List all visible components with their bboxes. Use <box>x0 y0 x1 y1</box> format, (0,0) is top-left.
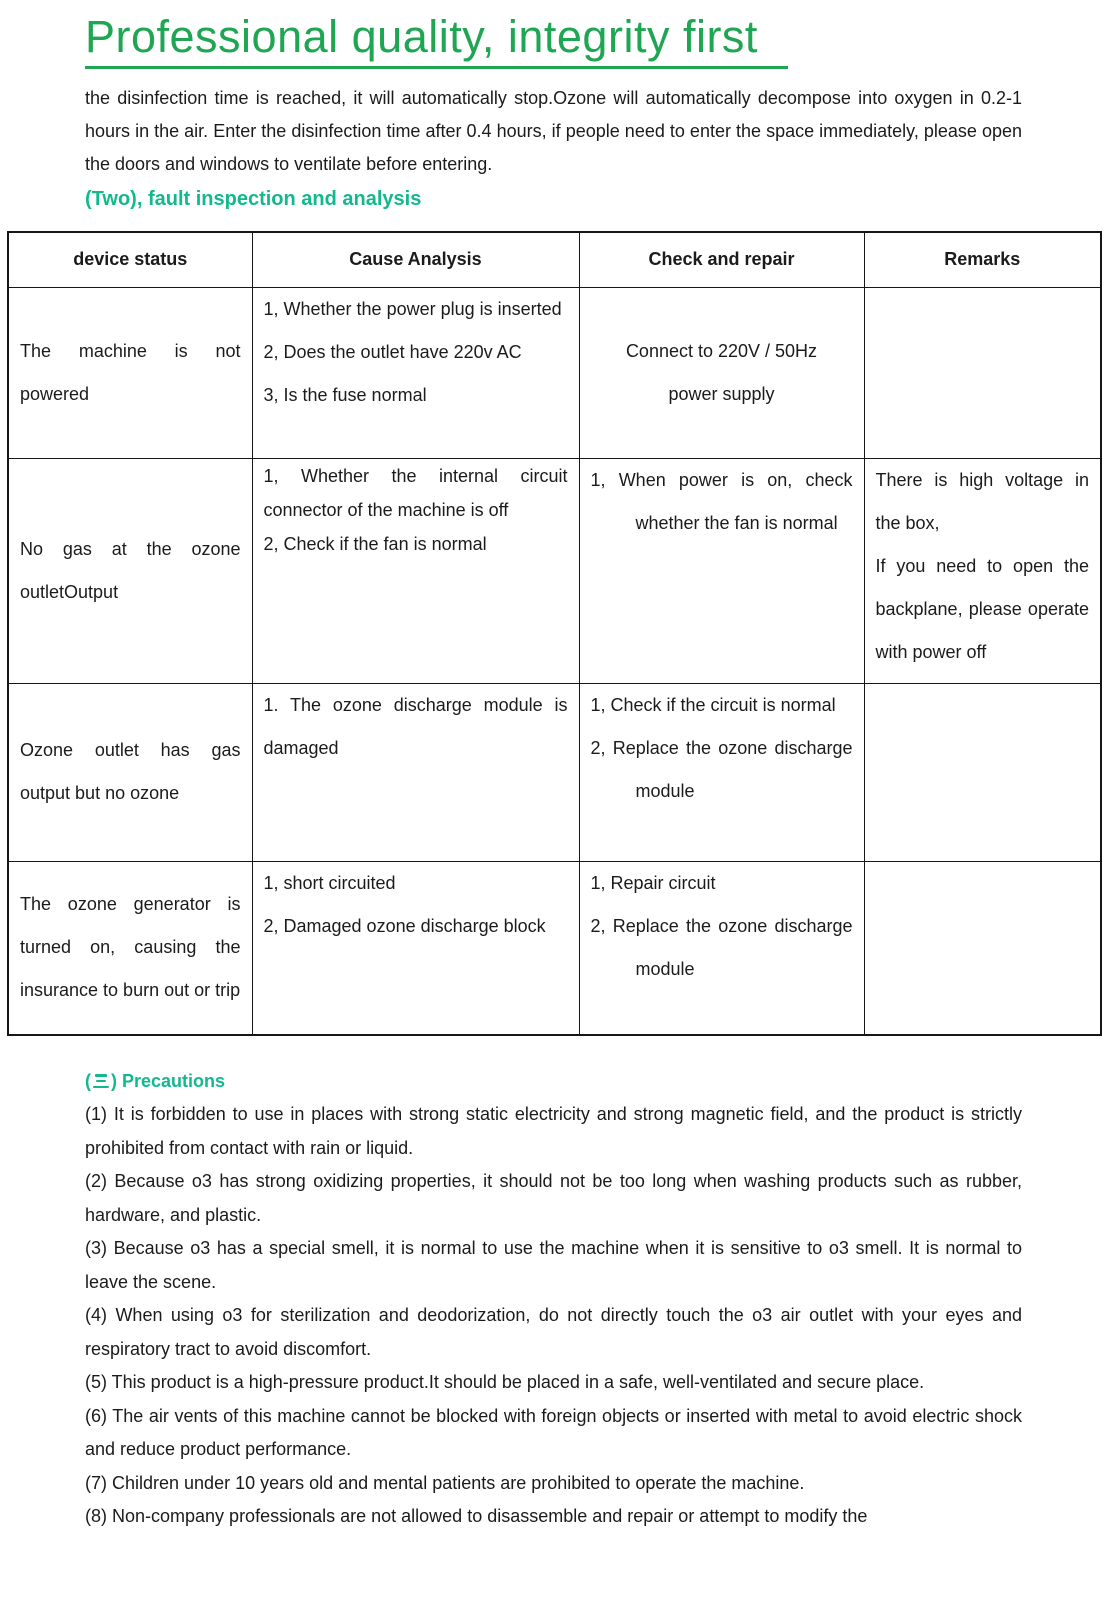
cell-check-repair <box>579 287 864 458</box>
cause-item: 2, Check if the fan is normal <box>263 533 487 554</box>
precaution-item-7: (7) Children under 10 years old and mental patients are prohibited to operate the machine. <box>85 1472 805 1493</box>
table-row-fuse-burn <box>8 861 1101 1035</box>
cause-item: 1, Whether the power plug is inserted <box>263 298 562 319</box>
repair-item: 1, When power is on, check whether the fan is normal <box>590 469 853 533</box>
cause-item: 1. The ozone discharge module is damaged <box>263 694 568 758</box>
precaution-item-3: (3) Because o3 has a special smell, it is normal to use the machine when it is sensitive to o3 smell. It is normal to leave the scene. <box>85 1238 1022 1292</box>
cell-remarks <box>864 683 1101 861</box>
col-header-remarks: Remarks <box>864 232 1101 287</box>
fullwidth-paren-close: ) <box>111 1071 122 1091</box>
remark-item: There is high voltage in the box, <box>875 469 1089 533</box>
table-header-row <box>8 232 1101 287</box>
cell-device-status: Ozone outlet has gas output but no ozone <box>8 683 252 861</box>
precaution-item-6: (6) The air vents of this machine cannot be blocked with foreign objects or inserted with metal to avoid electric shock and reduce product performance. <box>85 1405 1022 1459</box>
cell-cause-analysis <box>252 287 579 458</box>
precautions-heading <box>85 1064 1022 1098</box>
table-row-not-powered <box>8 287 1101 458</box>
cause-item: 2, Does the outlet have 220v AC <box>263 341 522 362</box>
col-header-check-and-repair: Check and repair <box>579 232 864 287</box>
precaution-item-5: (5) This product is a high-pressure product.It should be placed in a safe, well-ventilated and secure place. <box>85 1372 925 1392</box>
fault-table <box>7 231 1102 1036</box>
cell-cause-analysis <box>252 683 579 861</box>
chinese-numeral-three-icon <box>93 1074 109 1088</box>
table-row-no-ozone <box>8 683 1101 861</box>
repair-item: 1, Check if the circuit is normal <box>590 694 836 715</box>
cell-remarks <box>864 458 1101 683</box>
cell-remarks <box>864 287 1101 458</box>
repair-item: 2, Replace the ozone discharge module <box>590 915 853 979</box>
precautions-heading-label: Precautions <box>122 1071 226 1091</box>
repair-item: 1, Repair circuit <box>590 872 716 893</box>
cell-device-status: No gas at the ozone outletOutput <box>8 458 252 683</box>
col-header-device-status: device status <box>8 232 252 287</box>
repair-line: Connect to 220V / 50Hz <box>625 340 818 361</box>
precautions-section <box>85 1064 1022 1534</box>
cell-remarks <box>864 861 1101 1035</box>
col-header-cause-analysis: Cause Analysis <box>252 232 579 287</box>
precaution-item-1: (1) It is forbidden to use in places with strong static electricity and strong magnetic field, and the product is strictly prohibited from contact with rain or liquid. <box>85 1104 1022 1158</box>
cause-item: 3, Is the fuse normal <box>263 384 427 405</box>
precaution-item-4: (4) When using o3 for sterilization and deodorization, do not directly touch the o3 air outlet with your eyes and respiratory tract to avoid discomfort. <box>85 1305 1022 1359</box>
table-row-no-gas <box>8 458 1101 683</box>
repair-item: 2, Replace the ozone discharge module <box>590 737 853 801</box>
cell-check-repair <box>579 458 864 683</box>
section-heading-fault-inspection: (Two), fault inspection and analysis <box>85 188 422 210</box>
cell-device-status: The machine is not powered <box>8 287 252 458</box>
remark-item: If you need to open the backplane, please operate with power off <box>875 555 1089 662</box>
cause-item: 1, Whether the internal circuit connector of the machine is off <box>263 465 568 520</box>
cause-item: 2, Damaged ozone discharge block <box>263 915 546 936</box>
intro-paragraph: the disinfection time is reached, it will automatically stop.Ozone will automatically decompose into oxygen in 0.2-1 hours in the air. Enter the disinfection time after 0.4 hours, if people need to enter the space immediately, please open the doors and windows to ventilate before entering. <box>85 88 1022 174</box>
cell-check-repair <box>579 683 864 861</box>
precaution-item-2: (2) Because o3 has strong oxidizing properties, it should not be too long when washing products such as rubber, hardware, and plastic. <box>85 1171 1022 1225</box>
precaution-item-8: (8) Non-company professionals are not allowed to disassemble and repair or attempt to modify the <box>85 1506 868 1526</box>
repair-line: power supply <box>668 383 775 404</box>
cell-check-repair <box>579 861 864 1035</box>
page-title: Professional quality, integrity first <box>85 12 788 69</box>
fullwidth-paren-open: ( <box>85 1071 91 1091</box>
cause-item: 1, short circuited <box>263 872 396 893</box>
cell-cause-analysis <box>252 458 579 683</box>
cell-device-status: The ozone generator is turned on, causing the insurance to burn out or trip <box>8 861 252 1035</box>
cell-cause-analysis <box>252 861 579 1035</box>
